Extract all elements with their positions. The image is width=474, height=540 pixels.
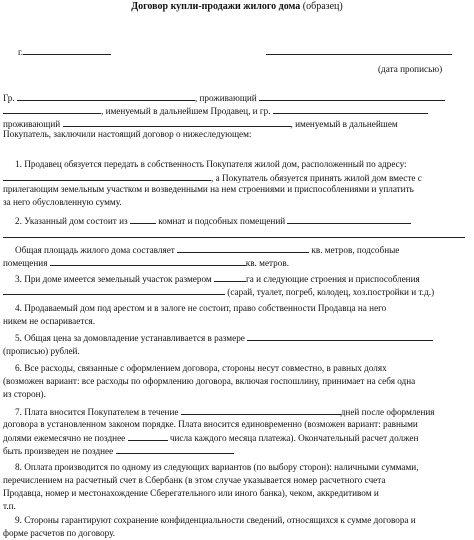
city-line (18, 45, 111, 59)
clause-text: 7. Плата вносится Покупателем в течение (15, 407, 179, 417)
clause-1-line-3: прилегающим земельным участком и возведенными на нем строениями и приспособлениями и уплатить (3, 184, 414, 194)
house-address-blank[interactable] (3, 171, 211, 181)
aux-area-blank[interactable] (50, 256, 246, 266)
clause-4-line-2: никем не оспаривается. (3, 316, 96, 326)
parties-text: Гр. (3, 93, 15, 103)
clause-6-line-3: из сторон). (3, 389, 46, 399)
clause-8-line-1: 8. Оплата производится по одному из следующих вариантов (по выбору сторон): наличными суммами, (15, 462, 419, 472)
final-date-blank[interactable] (116, 444, 234, 454)
clause-text: 3. При доме имеется земельный участок размером (15, 274, 212, 284)
parties-line-2 (3, 104, 428, 118)
clause-text: быть произведен не позднее (3, 446, 114, 456)
document-title (0, 1, 474, 14)
clause-9-line-1: 9. Стороны гарантируют сохранение конфиденциальности сведений, относящихся к сумме договора и (15, 515, 416, 525)
clause-text: числа каждого месяца платежа). Окончательный расчет должен (169, 433, 419, 443)
clause-2-line-4 (3, 256, 289, 270)
clause-8-line-3: Продавца, номер и местонахождение Сберегательного или иного банка), чеком, аккредитивом и (3, 488, 379, 498)
plot-size-blank[interactable] (214, 272, 246, 282)
clause-2-line-2 (3, 228, 465, 242)
clause-text: кв. метров, подсобные (311, 245, 400, 255)
clause-8-line-4: т.п. (3, 501, 16, 511)
clause-text: (сарай, туалет, погреб, колодец, хоз.постройки и т.д.) (227, 287, 435, 297)
title-main: Договор купли-продажи жилого дома (131, 1, 301, 12)
seller-address-blank-2[interactable] (3, 104, 101, 114)
clause-1-line-4: за него обусловленную сумму. (3, 197, 122, 207)
clause-6-line-2: (возможен вариант: все расходы по оформлению договора, включая госпошлину, принимает на себя одна (3, 376, 416, 386)
buyer-address-blank[interactable] (63, 117, 291, 127)
monthly-day-blank[interactable] (128, 431, 168, 441)
clause-text: 5. Общая цена за домовладение устанавливается в размере (15, 333, 245, 343)
clause-7-line-3 (3, 431, 418, 445)
clause-text: долями ежемесячно не позднее (3, 433, 126, 443)
seller-name-blank[interactable] (17, 91, 195, 101)
clause-text: 2. Указанный дом состоит из (15, 216, 128, 226)
clause-7-line-1 (15, 405, 435, 419)
clause-5-line-2 (3, 345, 80, 358)
aux-rooms-blank[interactable] (287, 214, 411, 224)
clause-2-line-1 (15, 214, 411, 228)
clause-3-line-2 (3, 285, 434, 299)
clause-text: комнат и подсобных помещений (158, 216, 286, 226)
title-note: (образец) (302, 1, 343, 12)
rooms-count-blank[interactable] (130, 214, 156, 224)
clause-text: дней после оформления (340, 407, 435, 417)
clause-3-line-1 (15, 272, 420, 286)
total-area-blank[interactable] (177, 243, 309, 253)
clause-5-line-1 (15, 331, 433, 345)
clause-4-line-1: 4. Продаваемый дом под арестом и в залоге не состоит, право собственности Продавца на него (15, 303, 387, 313)
price-blank[interactable] (247, 331, 433, 341)
clause-7-line-4 (3, 444, 234, 458)
buildings-blank[interactable] (3, 285, 225, 295)
clause-2-line-3 (15, 243, 399, 257)
date-caption: (дата прописью) (378, 64, 443, 74)
clause-7-line-2: договора в установленном законом порядке. Плата вносится единовременно (возможен вариант: равными (3, 419, 418, 429)
clause-text: помещения (3, 258, 48, 268)
city-prefix: г. (18, 47, 24, 57)
clause-9-line-2: форме расчетов по договору. (3, 528, 116, 538)
payment-days-blank[interactable] (181, 405, 341, 415)
parties-line-1 (3, 91, 445, 105)
clause-6-line-1: 6. Все расходы, связанные с оформлением договора, стороны несут совместно, в равных долях (15, 363, 387, 373)
clause-text: га и следующие строения и приспособления (246, 274, 420, 284)
clause-8-line-2: перечислением на расчетный счет в Сбербанк (в этом случае указывается номер расчетного счета (3, 475, 386, 485)
clause-text: (прописью) рублей. (3, 346, 80, 356)
aux-rooms-blank-2[interactable] (3, 228, 465, 238)
date-line (266, 45, 452, 59)
clause-text: , а Покупатель обязуется принять жилой дом вместе с (211, 173, 422, 183)
city-blank[interactable] (23, 45, 111, 55)
parties-text: , именуемый в дальнейшем (290, 119, 398, 129)
parties-text: , именуемый в дальнейшем Продавец, и гр. (101, 106, 271, 116)
parties-text: , проживающий (194, 93, 257, 103)
buyer-name-blank[interactable] (273, 104, 428, 114)
seller-address-blank[interactable] (259, 91, 445, 101)
clause-text: кв. метров. (245, 258, 289, 268)
clause-text: Общая площадь жилого дома составляет (15, 245, 175, 255)
parties-line-4: Покупатель, заключили настоящий договор о нижеследующем: (3, 129, 252, 139)
date-blank[interactable] (266, 45, 452, 55)
parties-text: проживающий (3, 119, 61, 129)
clause-1-line-1: 1. Продавец обязуется передать в собственность Покупателя жилой дом, расположенный по адресу: (15, 159, 407, 169)
